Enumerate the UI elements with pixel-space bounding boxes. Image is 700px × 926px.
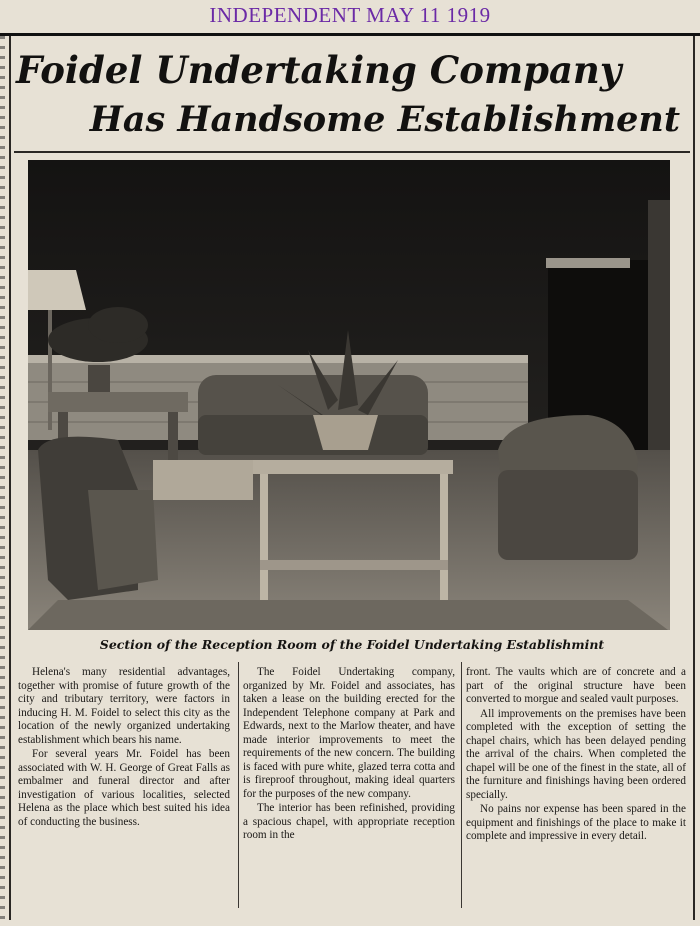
article-column-3 (466, 666, 686, 845)
photo-caption: Section of the Reception Room of the Foidel Undertaking Establishmint (99, 637, 605, 652)
article-column-2 (243, 666, 455, 844)
article-paragraph: All improvements on the premises have been completed with the exception of setting the chapel chairs, which has been delayed pending the arrival of the chairs. When completed the chapel will be one of the finest in the state, all of the furniture and finishings having been ordered specially. (466, 707, 686, 801)
column-rule-1 (238, 662, 239, 908)
reception-room-photo-art (28, 160, 670, 630)
reception-room-photo (28, 160, 670, 630)
article-paragraph: front. The vaults which are of concrete and a part of the original structure have been converted to morgue and sealed vault purposes. (466, 666, 686, 705)
article-column-1 (18, 666, 230, 830)
column-rule-2 (461, 662, 462, 908)
headline-line-2: Has Handsome Establishment (89, 99, 680, 140)
article-paragraph: The Foidel Undertaking company, organized by Mr. Foidel and associates, has taken a lease on the building erected for the Independent Telephone company at Park and Edwards, next to the Marlow theater, and have made interior improvements to meet the requirements of the new concern. The building is faced with pure white, glazed terra cotta and is fireproof throughout, making ideal quarters for the purposes of the new company. (243, 666, 455, 800)
masthead-date: INDEPENDENT MAY 11 1919 (209, 3, 491, 27)
headline-rule (14, 151, 690, 153)
headline-line-1: Foidel Undertaking Company (16, 48, 622, 92)
article-paragraph: Helena's many residential advantages, together with promise of future growth of the city and tributary territory, were factors in inducing H. M. Foidel to select this city as the location of the newly organized undertaking establishment which bears his name. (18, 666, 230, 746)
article-paragraph: No pains nor expense has been spared in the equipment and finishings of the place to make it complete and impressive in every detail. (466, 803, 686, 842)
left-edge-fragment (0, 36, 5, 926)
article-paragraph: For several years Mr. Foidel has been associated with W. H. George of Great Falls as embalmer and funeral director and after investigation of various localities, selected Helena as the place which best suited his idea of conducting the business. (18, 748, 230, 828)
article-paragraph: The interior has been refinished, providing a spacious chapel, with appropriate reception room in the (243, 802, 455, 841)
